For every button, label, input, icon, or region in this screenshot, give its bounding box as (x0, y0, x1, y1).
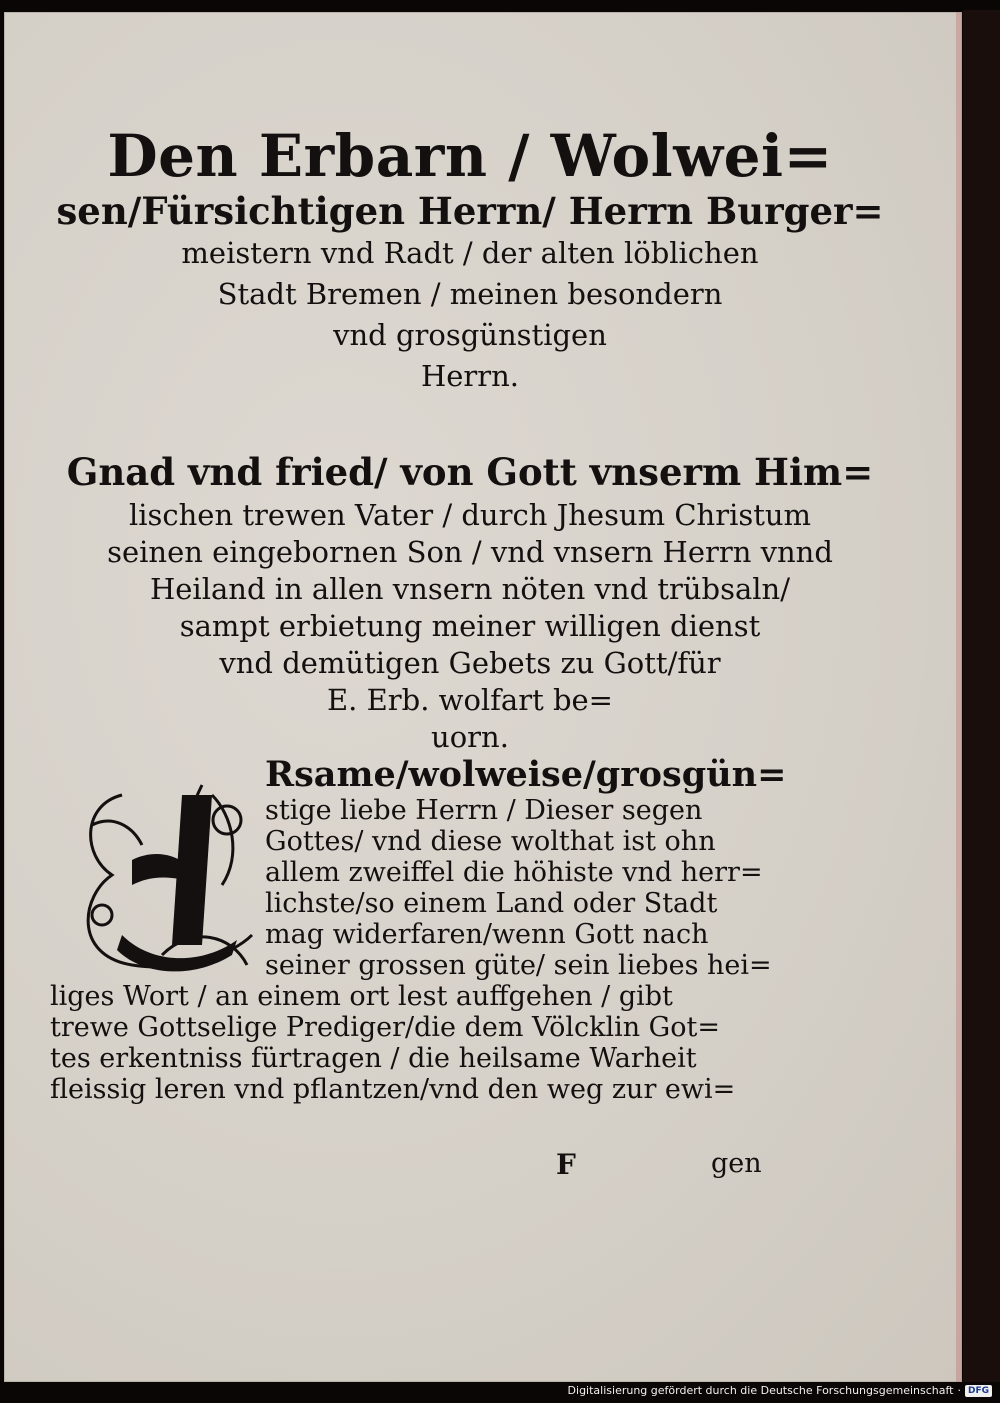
signature-mark: F (556, 1148, 576, 1181)
body-line: fleissig leren vnd pflantzen/vnd den weg zur ewi= (50, 1074, 736, 1105)
dedication-line: vnd grosgünstigen (333, 318, 607, 352)
dedication-line: Den Erbarn / Wolwei= (107, 122, 833, 190)
body-line: allem zweiffel die höhiste vnd herr= (265, 857, 763, 888)
body-text (50, 755, 890, 1105)
dedication-block (50, 123, 890, 397)
body-line: Rsame/wolweise/grosgün= (265, 754, 787, 795)
dedication-line: sen/Fürsichtigen Herrn/ Herrn Burger= (56, 189, 884, 233)
greeting-line: Heiland in allen vnsern nöten vnd trübsaln/ (149, 572, 791, 606)
dedication-line: meistern vnd Radt / der alten löblichen (181, 236, 759, 270)
greeting-line: sampt erbietung meiner willigen dienst (179, 609, 761, 643)
footer-separator: · (957, 1384, 961, 1397)
greeting-line: lischen trewen Vater / durch Jhesum Christum (128, 498, 812, 532)
book-edge (963, 10, 1000, 1382)
body-line: mag widerfaren/wenn Gott nach (265, 919, 709, 950)
body-line: tes erkentniss fürtragen / die heilsame Warheit (50, 1043, 697, 1074)
greeting-line: vnd demütigen Gebets zu Gott/für (219, 646, 721, 680)
greeting-line: E. Erb. wolfart be= (327, 683, 613, 717)
body-line: trewe Gottselige Prediger/die dem Völcklin Got= (50, 1012, 720, 1043)
body-line: seiner grossen güte/ sein liebes hei= (265, 950, 772, 981)
dfg-logo-icon: DFG (965, 1385, 992, 1397)
dedication-line: Stadt Bremen / meinen besondern (217, 277, 723, 311)
greeting-line: seinen eingebornen Son / vnd vnsern Herrn vnnd (107, 535, 833, 569)
digitization-footer (568, 1384, 992, 1397)
body-line: lichste/so einem Land oder Stadt (265, 888, 718, 919)
body-line: stige liebe Herrn / Dieser segen (265, 795, 703, 826)
body-line: liges Wort / an einem ort lest auffgehen / gibt (50, 981, 673, 1012)
catchword: gen (711, 1148, 762, 1179)
greeting-line: Gnad vnd fried/ von Gott vnserm Him= (66, 450, 874, 494)
body-line: Gottes/ vnd diese wolthat ist ohn (265, 826, 716, 857)
greeting-block (50, 447, 890, 756)
dedication-line: Herrn. (420, 359, 520, 393)
footer-credit: Digitalisierung gefördert durch die Deutsche Forschungsgemeinschaft (567, 1384, 954, 1397)
greeting-line: uorn. (431, 720, 509, 754)
